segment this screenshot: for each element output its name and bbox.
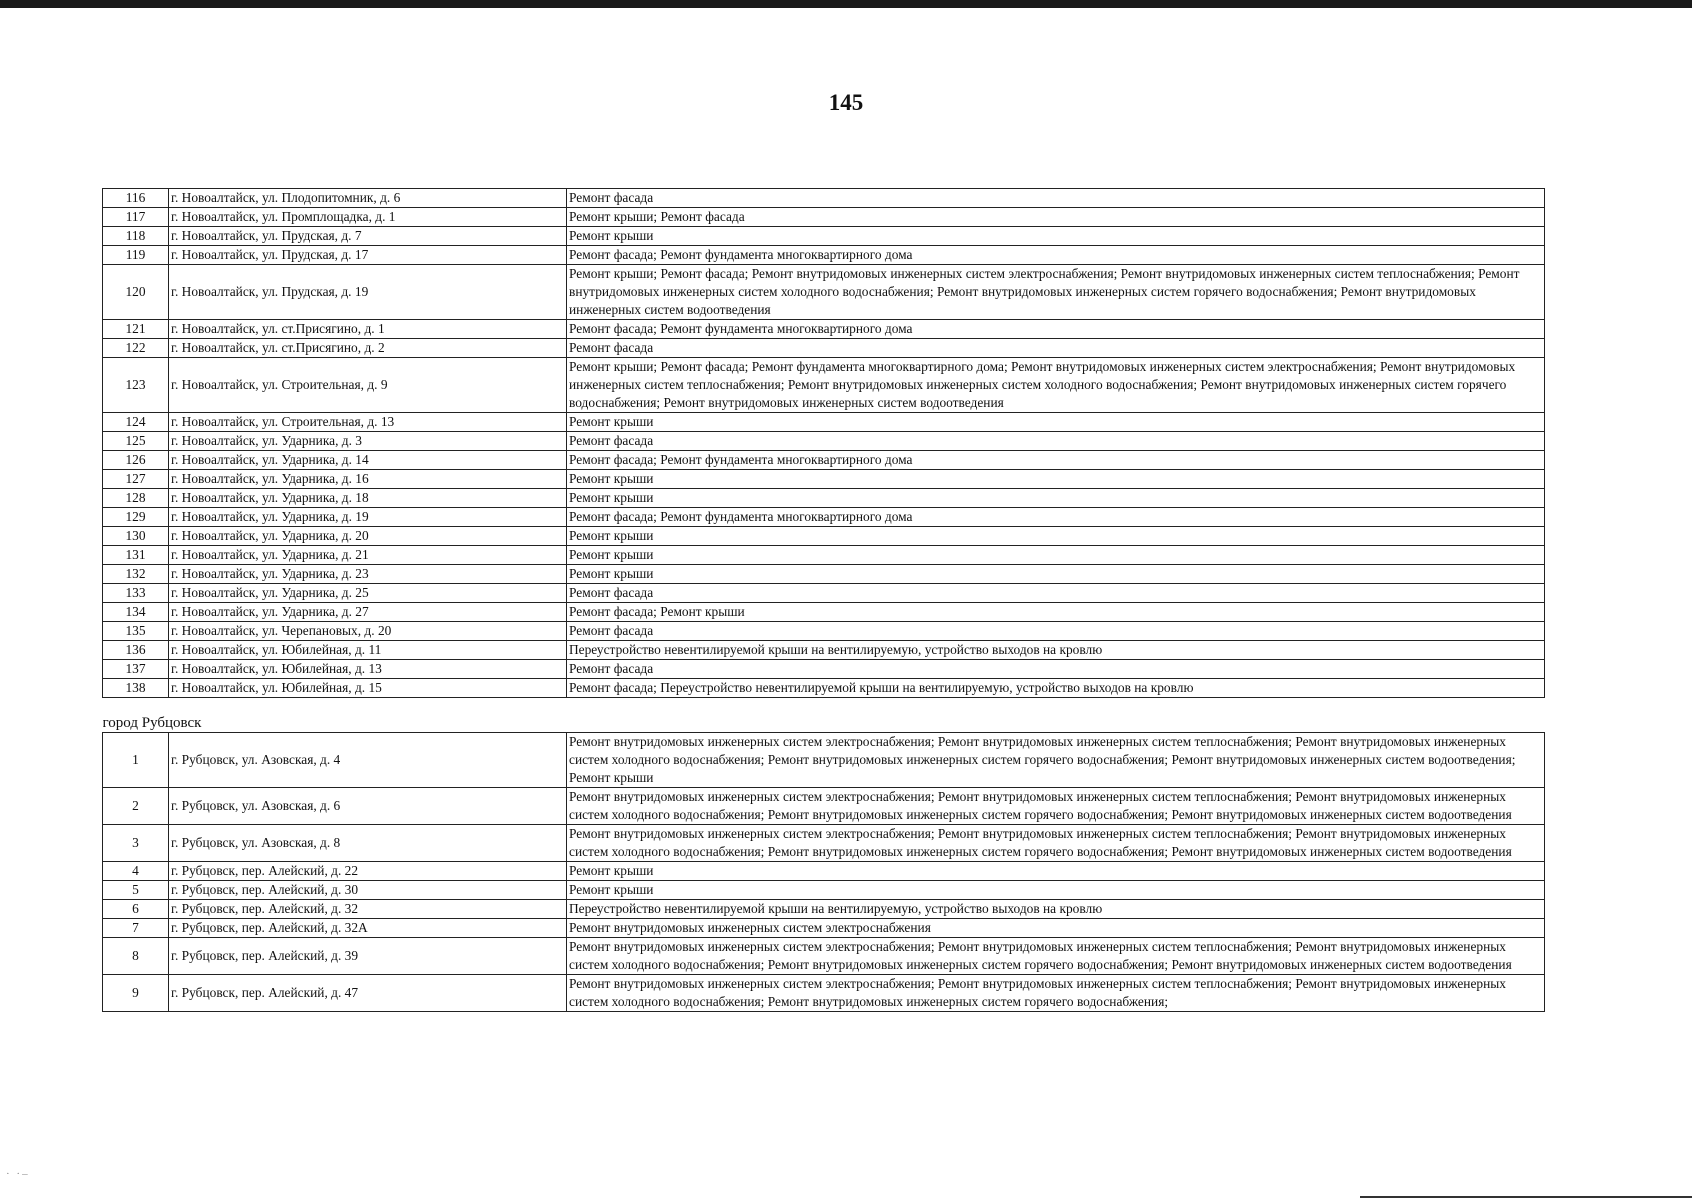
row-address: г. Рубцовск, ул. Азовская, д. 4: [169, 733, 567, 788]
row-address: г. Новоалтайск, ул. Ударника, д. 27: [169, 603, 567, 622]
row-work-type: Ремонт крыши: [567, 546, 1545, 565]
section-header-group: [103, 710, 1545, 733]
table-row: [103, 584, 1545, 603]
row-address: г. Новоалтайск, ул. Ударника, д. 3: [169, 432, 567, 451]
row-address: г. Новоалтайск, ул. ст.Присягино, д. 2: [169, 339, 567, 358]
table-row: [103, 546, 1545, 565]
row-work-type: Переустройство невентилируемой крыши на вентилируемую, устройство выходов на кровлю: [567, 900, 1545, 919]
table-row: [103, 413, 1545, 432]
table-row: [103, 622, 1545, 641]
row-work-type: Ремонт крыши: [567, 565, 1545, 584]
row-address: г. Новоалтайск, ул. Строительная, д. 13: [169, 413, 567, 432]
row-work-type: Ремонт крыши: [567, 470, 1545, 489]
row-number: 3: [103, 825, 169, 862]
row-address: г. Рубцовск, пер. Алейский, д. 30: [169, 881, 567, 900]
table-row: [103, 489, 1545, 508]
row-number: 136: [103, 641, 169, 660]
row-address: г. Новоалтайск, ул. Ударника, д. 21: [169, 546, 567, 565]
row-number: 123: [103, 358, 169, 413]
row-address: г. Рубцовск, пер. Алейский, д. 32А: [169, 919, 567, 938]
row-work-type: Ремонт фасада: [567, 584, 1545, 603]
row-number: 137: [103, 660, 169, 679]
row-work-type: Ремонт внутридомовых инженерных систем электроснабжения; Ремонт внутридомовых инженерных систем теплоснабжения; Ремонт внутридомовых инженерных систем холодного водоснабжения; Ремонт внутридомовых инженерных систем горячего водоснабжения;: [567, 975, 1545, 1012]
row-number: 117: [103, 208, 169, 227]
row-address: г. Новоалтайск, ул. Плодопитомник, д. 6: [169, 189, 567, 208]
row-work-type: Ремонт крыши: [567, 489, 1545, 508]
row-number: 5: [103, 881, 169, 900]
table-row: [103, 919, 1545, 938]
scan-bottom-line: [1360, 1196, 1692, 1198]
row-number: 126: [103, 451, 169, 470]
row-work-type: Переустройство невентилируемой крыши на вентилируемую, устройство выходов на кровлю: [567, 641, 1545, 660]
table-row: [103, 862, 1545, 881]
row-work-type: Ремонт фасада; Ремонт крыши: [567, 603, 1545, 622]
table-row: [103, 660, 1545, 679]
row-work-type: Ремонт фасада; Переустройство невентилируемой крыши на вентилируемую, устройство выходов на кровлю: [567, 679, 1545, 698]
row-number: 138: [103, 679, 169, 698]
row-number: 1: [103, 733, 169, 788]
row-number: 4: [103, 862, 169, 881]
table-row: [103, 339, 1545, 358]
row-work-type: Ремонт внутридомовых инженерных систем электроснабжения; Ремонт внутридомовых инженерных систем теплоснабжения; Ремонт внутридомовых инженерных систем холодного водоснабжения; Ремонт внутридомовых инженерных систем горячего водоснабжения; Ремонт внутридомовых инженерных систем водоотведения; Ремонт крыши: [567, 733, 1545, 788]
row-work-type: Ремонт внутридомовых инженерных систем электроснабжения; Ремонт внутридомовых инженерных систем теплоснабжения; Ремонт внутридомовых инженерных систем холодного водоснабжения; Ремонт внутридомовых инженерных систем горячего водоснабжения; Ремонт внутридомовых инженерных систем водоотведения: [567, 938, 1545, 975]
row-number: 124: [103, 413, 169, 432]
row-work-type: Ремонт крыши: [567, 413, 1545, 432]
table-row: [103, 733, 1545, 788]
table-row: [103, 189, 1545, 208]
row-number: 132: [103, 565, 169, 584]
table-row: [103, 527, 1545, 546]
row-work-type: Ремонт крыши: [567, 862, 1545, 881]
row-number: 127: [103, 470, 169, 489]
row-number: 120: [103, 265, 169, 320]
row-number: 122: [103, 339, 169, 358]
row-work-type: Ремонт фасада: [567, 189, 1545, 208]
row-number: 118: [103, 227, 169, 246]
row-address: г. Рубцовск, ул. Азовская, д. 6: [169, 788, 567, 825]
row-number: 128: [103, 489, 169, 508]
row-address: г. Рубцовск, пер. Алейский, д. 39: [169, 938, 567, 975]
row-work-type: Ремонт фасада; Ремонт фундамента многоквартирного дома: [567, 320, 1545, 339]
row-number: 8: [103, 938, 169, 975]
row-work-type: Ремонт фасада: [567, 622, 1545, 641]
row-work-type: Ремонт крыши; Ремонт фасада: [567, 208, 1545, 227]
row-number: 121: [103, 320, 169, 339]
table-row: [103, 470, 1545, 489]
row-number: 116: [103, 189, 169, 208]
row-work-type: Ремонт внутридомовых инженерных систем электроснабжения; Ремонт внутридомовых инженерных систем теплоснабжения; Ремонт внутридомовых инженерных систем холодного водоснабжения; Ремонт внутридомовых инженерных систем горячего водоснабжения; Ремонт внутридомовых инженерных систем водоотведения: [567, 825, 1545, 862]
table-row: [103, 825, 1545, 862]
row-work-type: Ремонт внутридомовых инженерных систем электроснабжения: [567, 919, 1545, 938]
row-address: г. Новоалтайск, ул. Прудская, д. 7: [169, 227, 567, 246]
row-address: г. Рубцовск, пер. Алейский, д. 32: [169, 900, 567, 919]
row-address: г. Новоалтайск, ул. Строительная, д. 9: [169, 358, 567, 413]
table-row: [103, 938, 1545, 975]
row-work-type: Ремонт внутридомовых инженерных систем электроснабжения; Ремонт внутридомовых инженерных систем теплоснабжения; Ремонт внутридомовых инженерных систем холодного водоснабжения; Ремонт внутридомовых инженерных систем горячего водоснабжения; Ремонт внутридомовых инженерных систем водоотведения: [567, 788, 1545, 825]
table-row: [103, 975, 1545, 1012]
row-address: г. Новоалтайск, ул. Ударника, д. 14: [169, 451, 567, 470]
table-row: [103, 900, 1545, 919]
row-number: 6: [103, 900, 169, 919]
row-number: 134: [103, 603, 169, 622]
table-row: [103, 265, 1545, 320]
table-row: [103, 679, 1545, 698]
row-number: 135: [103, 622, 169, 641]
row-address: г. Новоалтайск, ул. Ударника, д. 20: [169, 527, 567, 546]
row-address: г. Рубцовск, ул. Азовская, д. 8: [169, 825, 567, 862]
table-body-rubtsovsk: [103, 733, 1545, 1012]
table-row: [103, 432, 1545, 451]
section-title: город Рубцовск: [103, 710, 1545, 733]
row-work-type: Ремонт фасада: [567, 339, 1545, 358]
row-address: г. Новоалтайск, ул. Ударника, д. 25: [169, 584, 567, 603]
row-number: 7: [103, 919, 169, 938]
table-row: [103, 320, 1545, 339]
row-address: г. Новоалтайск, ул. Юбилейная, д. 13: [169, 660, 567, 679]
row-work-type: Ремонт крыши; Ремонт фасада; Ремонт внутридомовых инженерных систем электроснабжения; Ремонт внутридомовых инженерных систем теплоснабжения; Ремонт внутридомовых инженерных систем холодного водоснабжения; Ремонт внутридомовых инженерных систем горячего водоснабжения; Ремонт внутридомовых инженерных систем водоотведения: [567, 265, 1545, 320]
table-body-novoaltaisk: [103, 189, 1545, 698]
row-work-type: Ремонт фасада: [567, 660, 1545, 679]
row-number: 119: [103, 246, 169, 265]
row-address: г. Новоалтайск, ул. Черепановых, д. 20: [169, 622, 567, 641]
row-work-type: Ремонт крыши: [567, 227, 1545, 246]
row-address: г. Новоалтайск, ул. Прудская, д. 17: [169, 246, 567, 265]
row-number: 130: [103, 527, 169, 546]
row-work-type: Ремонт фасада; Ремонт фундамента многоквартирного дома: [567, 451, 1545, 470]
table-row: [103, 641, 1545, 660]
table-row: [103, 508, 1545, 527]
row-address: г. Новоалтайск, ул. Прудская, д. 19: [169, 265, 567, 320]
row-number: 131: [103, 546, 169, 565]
row-address: г. Новоалтайск, ул. Ударника, д. 19: [169, 508, 567, 527]
row-number: 129: [103, 508, 169, 527]
row-work-type: Ремонт фасада: [567, 432, 1545, 451]
row-work-type: Ремонт крыши: [567, 881, 1545, 900]
table-row: [103, 451, 1545, 470]
table-row: [103, 227, 1545, 246]
row-address: г. Новоалтайск, ул. Юбилейная, д. 11: [169, 641, 567, 660]
row-address: г. Рубцовск, пер. Алейский, д. 47: [169, 975, 567, 1012]
row-address: г. Новоалтайск, ул. Юбилейная, д. 15: [169, 679, 567, 698]
scan-top-border: [0, 0, 1692, 8]
row-work-type: Ремонт крыши: [567, 527, 1545, 546]
table-row: [103, 788, 1545, 825]
page-number: 145: [828, 90, 864, 115]
row-work-type: Ремонт фасада; Ремонт фундамента многоквартирного дома: [567, 246, 1545, 265]
table-row: [103, 881, 1545, 900]
table-row: [103, 358, 1545, 413]
table-row: [103, 246, 1545, 265]
row-number: 9: [103, 975, 169, 1012]
row-number: 2: [103, 788, 169, 825]
table-row: [103, 603, 1545, 622]
row-work-type: Ремонт крыши; Ремонт фасада; Ремонт фундамента многоквартирного дома; Ремонт внутридомовых инженерных систем электроснабжения; Ремонт внутридомовых инженерных систем теплоснабжения; Ремонт внутридомовых инженерных систем холодного водоснабжения; Ремонт внутридомовых инженерных систем горячего водоснабжения; Ремонт внутридомовых инженерных систем водоотведения: [567, 358, 1545, 413]
table-row: [103, 565, 1545, 584]
row-address: г. Новоалтайск, ул. ст.Присягино, д. 1: [169, 320, 567, 339]
repair-table-container: [102, 188, 1544, 1012]
scan-artifact: · ·–: [6, 1168, 30, 1180]
repair-table: [102, 188, 1545, 1012]
row-address: г. Рубцовск, пер. Алейский, д. 22: [169, 862, 567, 881]
table-row: [103, 208, 1545, 227]
row-number: 133: [103, 584, 169, 603]
row-address: г. Новоалтайск, ул. Ударника, д. 23: [169, 565, 567, 584]
row-address: г. Новоалтайск, ул. Ударника, д. 18: [169, 489, 567, 508]
row-number: 125: [103, 432, 169, 451]
row-address: г. Новоалтайск, ул. Промплощадка, д. 1: [169, 208, 567, 227]
row-address: г. Новоалтайск, ул. Ударника, д. 16: [169, 470, 567, 489]
row-work-type: Ремонт фасада; Ремонт фундамента многоквартирного дома: [567, 508, 1545, 527]
table-spacer: [103, 698, 1545, 711]
